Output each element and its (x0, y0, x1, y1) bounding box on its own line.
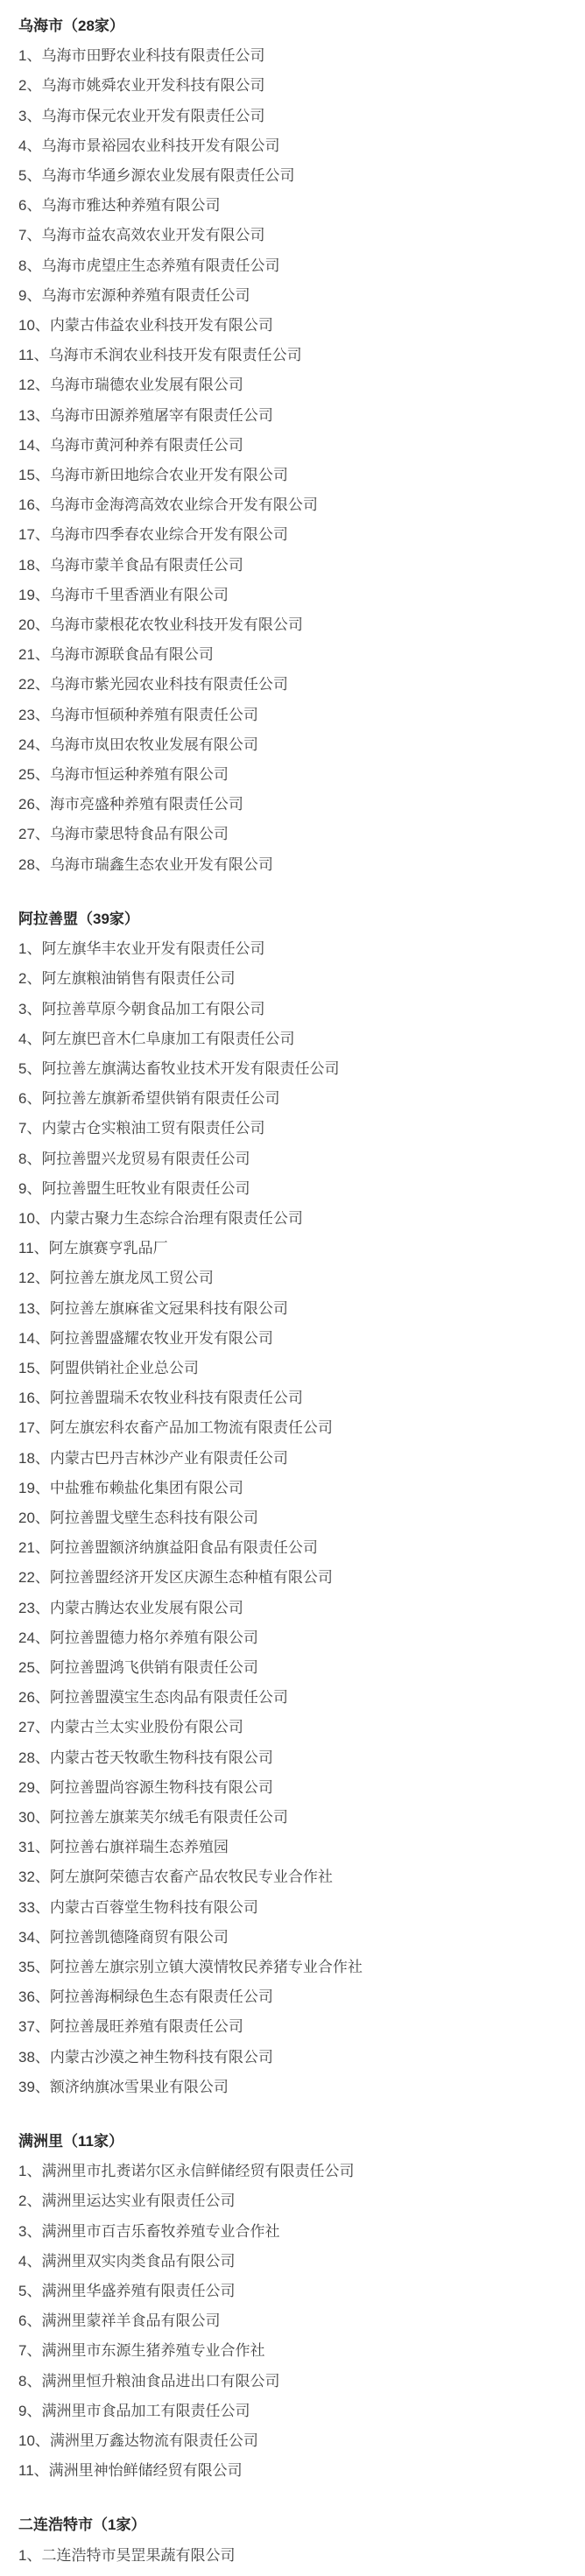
item-number: 15、 (18, 1359, 50, 1376)
item-number: 18、 (18, 1449, 50, 1467)
list-item (18, 102, 578, 131)
company-name: 满洲里双实肉类食品有限公司 (41, 2252, 236, 2270)
item-number: 9、 (18, 1179, 42, 1197)
item-number: 22、 (18, 1569, 50, 1587)
company-name: 乌海市禾润农业科技开发有限责任公司 (48, 347, 302, 364)
company-name: 中盐雅布赖盐化集团有限公司 (49, 1479, 243, 1496)
company-name: 阿拉善盟经济开发区庆源生态种植有限公司 (49, 1569, 333, 1587)
item-number: 28、 (18, 855, 50, 873)
list-item (18, 161, 578, 191)
company-name: 内蒙古腾达农业发展有限公司 (49, 1599, 243, 1616)
list-item (18, 1773, 578, 1803)
list-item (18, 221, 578, 250)
list-item (18, 341, 578, 370)
item-number: 12、 (18, 1270, 50, 1287)
list-item (18, 1503, 578, 1533)
list-item (18, 964, 578, 994)
item-number: 34、 (18, 1928, 50, 1946)
company-name: 满洲里市食品加工有限责任公司 (41, 2402, 250, 2419)
item-number: 2、 (18, 77, 42, 95)
item-number: 37、 (18, 2018, 50, 2036)
list-item (18, 520, 578, 550)
item-number: 33、 (18, 1898, 50, 1916)
item-number: 25、 (18, 766, 50, 784)
list-item (18, 760, 578, 790)
list-item (18, 1533, 578, 1563)
company-name: 阿拉善左旗新希望供销有限责任公司 (41, 1090, 280, 1108)
item-number: 20、 (18, 1509, 50, 1526)
company-name: 乌海市华通乡源农业发展有限责任公司 (41, 167, 295, 185)
item-number: 27、 (18, 1719, 50, 1736)
item-number: 35、 (18, 1959, 50, 1975)
company-name: 内蒙古仓实粮油工贸有限责任公司 (41, 1120, 265, 1137)
company-name: 阿左旗华丰农业开发有限责任公司 (41, 940, 265, 958)
item-number: 9、 (18, 286, 42, 304)
company-name: 乌海市姚舜农业开发科技有限公司 (41, 77, 265, 95)
company-name: 阿拉善盟瑞禾农牧业科技有限责任公司 (49, 1390, 303, 1407)
list-item (18, 71, 578, 101)
company-name: 乌海市新田地综合农业开发有限公司 (49, 467, 288, 484)
item-number: 36、 (18, 1988, 50, 2006)
item-number: 8、 (18, 257, 42, 274)
item-number: 20、 (18, 616, 50, 634)
section-title: 阿拉善盟（39家） (18, 910, 139, 927)
company-name: 乌海市瑞德农业发展有限公司 (49, 377, 243, 394)
company-name: 乌海市四季春农业综合开发有限公司 (49, 526, 288, 544)
list-item (18, 41, 578, 71)
list-item (18, 850, 578, 880)
item-number: 24、 (18, 735, 50, 753)
list-item (18, 551, 578, 581)
list-item (18, 2306, 578, 2336)
list-item (18, 1413, 578, 1443)
company-name: 阿左旗赛亨乳品厂 (48, 1240, 168, 1257)
item-number: 7、 (18, 1120, 42, 1137)
item-number: 5、 (18, 1059, 42, 1077)
list-item (18, 431, 578, 461)
list-item (18, 581, 578, 610)
item-number: 11、 (18, 1240, 49, 1257)
company-name: 满洲里神怡鲜储经贸有限公司 (48, 2462, 243, 2480)
item-number: 13、 (18, 406, 50, 424)
item-number: 38、 (18, 2048, 50, 2066)
item-number: 1、 (18, 2163, 42, 2180)
company-name: 乌海市金海湾高效农业综合开发有限公司 (49, 496, 318, 514)
list-item (18, 1862, 578, 1892)
list-item (18, 1174, 578, 1204)
company-name: 乌海市景裕园农业科技开发有限公司 (41, 137, 280, 154)
list-item (18, 1234, 578, 1263)
list-item (18, 191, 578, 221)
company-name: 阿拉善盟鸿飞供销有限责任公司 (49, 1658, 258, 1676)
item-number: 18、 (18, 556, 50, 574)
company-name: 内蒙古聚力生态综合治理有限责任公司 (49, 1209, 303, 1227)
company-name: 乌海市恒硕种养殖有限责任公司 (49, 706, 258, 723)
company-name: 乌海市千里香酒业有限公司 (49, 586, 229, 603)
list-item (18, 670, 578, 700)
company-name: 阿拉善盟兴龙贸易有限责任公司 (41, 1150, 250, 1167)
list-item (18, 2247, 578, 2277)
company-name: 阿拉善左旗麻雀文冠果科技有限公司 (49, 1299, 288, 1317)
list-item (18, 2456, 578, 2486)
list-item (18, 730, 578, 760)
item-number: 3、 (18, 1000, 42, 1017)
item-number: 11、 (18, 347, 49, 364)
list-item (18, 2012, 578, 2042)
city-section-4 (18, 2510, 578, 2570)
company-name: 乌海市源联食品有限公司 (49, 646, 214, 664)
list-item (18, 1594, 578, 1623)
company-name: 额济纳旗冰雪果业有限公司 (49, 2078, 229, 2095)
company-name: 阿拉善左旗莱芙尔绒毛有限责任公司 (49, 1808, 288, 1826)
company-name: 内蒙古百蓉堂生物科技有限公司 (49, 1898, 258, 1916)
item-number: 29、 (18, 1778, 50, 1796)
list-item (18, 820, 578, 849)
company-name: 乌海市虎望庄生态养殖有限责任公司 (41, 257, 280, 274)
company-name: 阿拉善海桐绿色生态有限责任公司 (49, 1988, 273, 2006)
list-item (18, 1803, 578, 1833)
list-item (18, 1204, 578, 1234)
list-item (18, 2426, 578, 2456)
company-name: 阿拉善盟戈壁生态科技有限公司 (49, 1509, 258, 1526)
item-number: 2、 (18, 970, 42, 988)
company-name: 阿拉善盟盛耀农牧业开发有限公司 (49, 1329, 273, 1347)
item-number: 6、 (18, 197, 42, 215)
item-number: 3、 (18, 107, 42, 124)
company-name: 内蒙古巴丹吉林沙产业有限责任公司 (49, 1449, 288, 1467)
company-name: 内蒙古苍天牧歌生物科技有限公司 (49, 1749, 273, 1766)
list-item (18, 2397, 578, 2426)
company-name: 乌海市蒙根花农牧业科技开发有限公司 (49, 616, 303, 634)
city-section-1 (18, 11, 578, 880)
item-number: 4、 (18, 1030, 42, 1047)
item-number: 1、 (18, 940, 42, 958)
company-list (18, 2157, 578, 2486)
list-item (18, 2336, 578, 2366)
list-item (18, 1923, 578, 1953)
list-item (18, 1263, 578, 1293)
item-number: 8、 (18, 1150, 42, 1167)
item-number: 2、 (18, 2192, 42, 2210)
list-item (18, 401, 578, 431)
item-number: 30、 (18, 1808, 50, 1826)
company-name: 满洲里万鑫达物流有限责任公司 (49, 2432, 258, 2450)
list-item (18, 461, 578, 490)
item-number: 24、 (18, 1629, 50, 1646)
item-number: 19、 (18, 586, 50, 603)
company-name: 阿左旗巴音木仁阜康加工有限责任公司 (41, 1030, 295, 1047)
company-name: 乌海市雅达种养殖有限公司 (41, 197, 221, 215)
company-list (18, 934, 578, 2102)
list-item (18, 610, 578, 640)
item-number: 11、 (18, 2462, 49, 2480)
company-name: 阿盟供销社企业总公司 (49, 1359, 199, 1376)
list-item (18, 700, 578, 730)
company-name: 阿拉善盟额济纳旗益阳食品有限责任公司 (49, 1539, 318, 1557)
list-item (18, 790, 578, 820)
company-name: 阿拉善盟德力格尔养殖有限公司 (49, 1629, 258, 1646)
company-list (18, 2541, 578, 2571)
company-name: 乌海市保元农业开发有限责任公司 (41, 107, 265, 124)
item-number: 6、 (18, 1090, 42, 1108)
company-list (18, 41, 578, 880)
company-name: 阿拉善左旗满达畜牧业技术开发有限责任公司 (41, 1059, 340, 1077)
company-name: 满洲里恒升粮油食品进出口有限公司 (41, 2372, 280, 2389)
item-number: 1、 (18, 2546, 42, 2564)
section-title: 二连浩特市（1家） (18, 2516, 146, 2534)
list-item (18, 1084, 578, 1114)
company-name: 二连浩特市昊罡果蔬有限公司 (41, 2546, 236, 2564)
list-item (18, 2277, 578, 2306)
list-item (18, 490, 578, 520)
company-name: 乌海市瑞鑫生态农业开发有限公司 (49, 855, 273, 873)
list-item (18, 2073, 578, 2102)
list-item (18, 1982, 578, 2012)
list-item (18, 2541, 578, 2571)
item-number: 14、 (18, 436, 50, 454)
item-number: 23、 (18, 1599, 50, 1616)
company-name: 阿左旗宏科农畜产品加工物流有限责任公司 (49, 1419, 333, 1437)
item-number: 4、 (18, 2252, 42, 2270)
list-item (18, 1893, 578, 1923)
item-number: 10、 (18, 317, 50, 334)
list-item (18, 370, 578, 400)
item-number: 17、 (18, 1419, 50, 1437)
company-name: 乌海市蒙羊食品有限责任公司 (49, 556, 243, 574)
item-number: 9、 (18, 2402, 42, 2419)
company-name: 阿拉善右旗祥瑞生态养殖园 (49, 1839, 229, 1856)
item-number: 3、 (18, 2222, 42, 2240)
list-item (18, 1144, 578, 1174)
company-name: 乌海市田野农业科技有限责任公司 (41, 47, 265, 65)
company-name: 阿左旗阿荣德吉农畜产品农牧民专业合作社 (49, 1869, 333, 1886)
list-item (18, 1444, 578, 1474)
company-name: 乌海市黄河种养有限责任公司 (49, 436, 243, 454)
list-item (18, 1683, 578, 1713)
company-name: 乌海市宏源种养殖有限责任公司 (41, 286, 250, 304)
item-number: 19、 (18, 1479, 50, 1496)
list-item (18, 1354, 578, 1383)
item-number: 15、 (18, 467, 50, 484)
item-number: 31、 (18, 1839, 50, 1856)
item-number: 26、 (18, 1689, 50, 1707)
item-number: 6、 (18, 2312, 42, 2330)
item-number: 10、 (18, 2432, 50, 2450)
item-number: 16、 (18, 1390, 50, 1407)
company-name: 阿拉善凯德隆商贸有限公司 (49, 1928, 229, 1946)
company-name: 乌海市益农高效农业开发有限公司 (41, 227, 265, 244)
list-item (18, 131, 578, 161)
company-name: 乌海市岚田农牧业发展有限公司 (49, 735, 258, 753)
item-number: 8、 (18, 2372, 42, 2389)
company-name: 阿拉善晟旺养殖有限责任公司 (49, 2018, 243, 2036)
company-name: 满洲里市百吉乐畜牧养殖专业合作社 (41, 2222, 280, 2240)
company-name: 阿拉善盟漠宝生态肉品有限责任公司 (49, 1689, 288, 1707)
list-item (18, 1324, 578, 1354)
company-name: 内蒙古兰太实业股份有限公司 (49, 1719, 243, 1736)
item-number: 39、 (18, 2078, 50, 2095)
item-number: 7、 (18, 227, 42, 244)
item-number: 4、 (18, 137, 42, 154)
list-item (18, 934, 578, 964)
list-item (18, 995, 578, 1024)
item-number: 22、 (18, 676, 50, 693)
section-title: 满洲里（11家） (18, 2133, 123, 2150)
list-item (18, 1713, 578, 1742)
city-section-2 (18, 904, 578, 2102)
list-item (18, 2043, 578, 2073)
item-number: 21、 (18, 646, 50, 664)
company-name: 阿拉善左旗龙凤工贸公司 (49, 1270, 214, 1287)
item-number: 5、 (18, 2283, 42, 2300)
company-name: 阿拉善左旗宗别立镇大漠情牧民养猪专业合作社 (49, 1959, 363, 1975)
item-number: 17、 (18, 526, 50, 544)
item-number: 26、 (18, 796, 50, 813)
item-number: 32、 (18, 1869, 50, 1886)
company-name: 乌海市恒运种养殖有限公司 (49, 766, 229, 784)
item-number: 1、 (18, 47, 42, 65)
company-name: 乌海市蒙思特食品有限公司 (49, 826, 229, 843)
list-item (18, 1294, 578, 1324)
company-name: 满洲里运达实业有限责任公司 (41, 2192, 236, 2210)
city-section-3 (18, 2127, 578, 2486)
list-item (18, 1024, 578, 1054)
list-item (18, 1563, 578, 1593)
list-item (18, 1623, 578, 1653)
list-item (18, 640, 578, 670)
list-item (18, 2217, 578, 2247)
company-name: 阿拉善盟尚容源生物科技有限公司 (49, 1778, 273, 1796)
list-item (18, 1833, 578, 1862)
item-number: 5、 (18, 167, 42, 185)
list-item (18, 1953, 578, 1982)
item-number: 13、 (18, 1299, 50, 1317)
list-item (18, 281, 578, 311)
list-item (18, 1114, 578, 1144)
item-number: 14、 (18, 1329, 50, 1347)
company-name: 满洲里市东源生猪养殖专业合作社 (41, 2342, 265, 2360)
company-name: 内蒙古沙漠之神生物科技有限公司 (49, 2048, 273, 2066)
list-item (18, 1383, 578, 1413)
company-name: 满洲里华盛养殖有限责任公司 (41, 2283, 236, 2300)
company-name: 乌海市田源养殖屠宰有限责任公司 (49, 406, 273, 424)
item-number: 10、 (18, 1209, 50, 1227)
list-item (18, 2157, 578, 2186)
item-number: 28、 (18, 1749, 50, 1766)
list-item (18, 1653, 578, 1683)
item-number: 16、 (18, 496, 50, 514)
company-name: 乌海市紫光园农业科技有限责任公司 (49, 676, 288, 693)
list-item (18, 2186, 578, 2216)
item-number: 25、 (18, 1658, 50, 1676)
list-item (18, 251, 578, 281)
item-number: 21、 (18, 1539, 50, 1557)
item-number: 23、 (18, 706, 50, 723)
item-number: 27、 (18, 826, 50, 843)
item-number: 7、 (18, 2342, 42, 2360)
section-title: 乌海市（28家） (18, 18, 124, 34)
list-item (18, 1474, 578, 1503)
list-item (18, 1743, 578, 1773)
company-name: 海市亮盛种养殖有限责任公司 (49, 796, 243, 813)
item-number: 12、 (18, 377, 50, 394)
list-item (18, 1054, 578, 1084)
list-item (18, 311, 578, 341)
company-name: 满洲里市扎赉诺尔区永信鲜储经贸有限责任公司 (41, 2163, 355, 2180)
company-name: 满洲里蒙祥羊食品有限公司 (41, 2312, 221, 2330)
company-name: 内蒙古伟益农业科技开发有限公司 (49, 317, 273, 334)
list-item (18, 2367, 578, 2397)
company-name: 阿拉善盟生旺牧业有限责任公司 (41, 1179, 250, 1197)
company-name: 阿拉善草原今朝食品加工有限公司 (41, 1000, 265, 1017)
company-name: 阿左旗粮油销售有限责任公司 (41, 970, 236, 988)
